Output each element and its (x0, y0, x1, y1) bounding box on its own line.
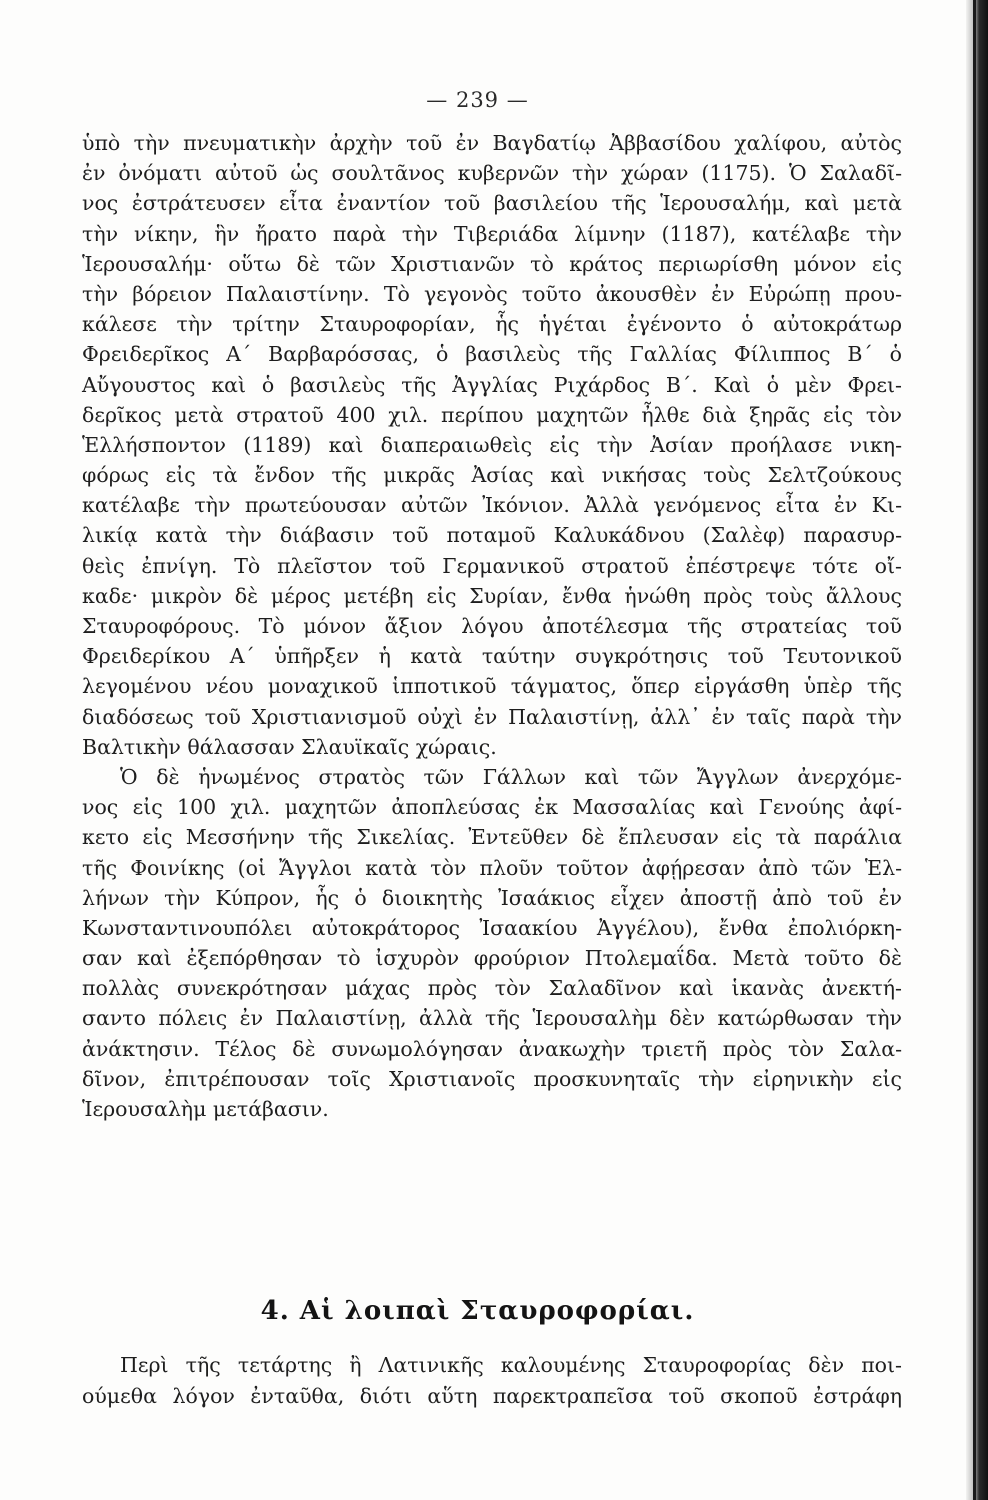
text-line: κάλεσε τὴν τρίτην Σταυροφορίαν, ἧς ἡγέται ἐγένοντο ὁ αὐτοκράτωρ (82, 312, 902, 337)
text-line: Ἱερουσαλὴμ μετάβασιν. (82, 1097, 329, 1121)
text-line: νος εἰς 100 χιλ. μαχητῶν ἀποπλεύσας ἐκ Μασσαλίας καὶ Γενούης ἀφί- (82, 795, 902, 820)
section-text (82, 1350, 902, 1412)
text-line: καδε· μικρὸν δὲ μέρος μετέβη εἰς Συρίαν, ἔνθα ἡνώθη πρὸς τοὺς ἄλλους (82, 583, 902, 608)
text-line: ἀνάκτησιν. Τέλος δὲ συνωμολόγησαν ἀνακωχὴν τριετῆ πρὸς τὸν Σαλα- (82, 1036, 902, 1061)
text-line: Αὔγουστος καὶ ὁ βασιλεὺς τῆς Ἀγγλίας Ριχάρδος Β΄. Καὶ ὁ μὲν Φρει- (82, 372, 902, 397)
text-line: πολλὰς συνεκρότησαν μάχας πρὸς τὸν Σαλαδῖνον καὶ ἱκανὰς ἀνεκτή- (82, 976, 902, 1001)
text-line: Ἑλλήσποντον (1189) καὶ διαπεραιωθεὶς εἰς τὴν Ἀσίαν προήλασε νικη- (82, 432, 902, 457)
page-number: — 239 — (426, 88, 529, 112)
text-line: λεγομένου νέου μοναχικοῦ ἱπποτικοῦ τάγματος, ὅπερ εἰργάσθη ὑπὲρ τῆς (82, 674, 902, 699)
text-line: τὴν νίκην, ἣν ἤρατο παρὰ τὴν Τιβεριάδα λίμνην (1187), κατέλαβε τὴν (82, 221, 902, 246)
text-line: νος ἐστράτευσεν εἶτα ἐναντίον τοῦ βασιλείου τῆς Ἱερουσαλήμ, καὶ μετὰ (82, 191, 902, 216)
page-edge-shadow (966, 0, 988, 1500)
text-line: τῆς Φοινίκης (οἱ Ἄγγλοι κατὰ τὸν πλοῦν τοῦτον ἀφῄρεσαν ἀπὸ τῶν Ἑλ- (82, 855, 902, 880)
text-line: Κωνσταντινουπόλει αὐτοκράτορος Ἰσαακίου Ἀγγέλου), ἔνθα ἐπολιόρκη- (82, 915, 902, 940)
text-line: κετο εἰς Μεσσήνην τῆς Σικελίας. Ἐντεῦθεν δὲ ἔπλευσαν εἰς τὰ παράλια (82, 825, 902, 850)
paragraph-1 (82, 128, 902, 762)
text-line: Ἱερουσαλήμ· οὕτω δὲ τῶν Χριστιανῶν τὸ κράτος περιωρίσθη μόνον εἰς (82, 251, 902, 276)
page-edge-line (973, 0, 976, 1500)
text-line: λικίᾳ κατὰ τὴν διάβασιν τοῦ ποταμοῦ Καλυκάδνου (Σαλὲφ) παρασυρ- (82, 523, 902, 548)
text-line: ούμεθα λόγον ἐνταῦθα, διότι αὕτη παρεκτραπεῖσα τοῦ σκοποῦ ἐστράφη (82, 1384, 902, 1408)
text-line: Περὶ τῆς τετάρτης ἢ Λατινικῆς καλουμένης Σταυροφορίας δὲν ποι- (120, 1353, 902, 1377)
text-line: Φρειδερῖκος Α΄ Βαρβαρόσσας, ὁ βασιλεὺς τῆς Γαλλίας Φίλιππος Β΄ ὁ (82, 342, 902, 367)
text-line: λήνων τὴν Κύπρον, ἧς ὁ διοικητὴς Ἰσαάκιος εἶχεν ἀποστῇ ἀπὸ τοῦ ἐν (82, 885, 902, 910)
text-line: τὴν βόρειον Παλαιστίνην. Τὸ γεγονὸς τοῦτο ἀκουσθὲν ἐν Εὐρώπῃ πρου- (82, 281, 902, 306)
text-line: Βαλτικὴν θάλασσαν Σλαυϊκαῖς χώραις. (82, 734, 497, 759)
text-line: ἐν ὀνόματι αὐτοῦ ὡς σουλτᾶνος κυβερνῶν τὴν χώραν (1175). Ὁ Σαλαδῖ- (82, 161, 902, 186)
text-line: φόρως εἰς τὰ ἔνδον τῆς μικρᾶς Ἀσίας καὶ νικήσας τοὺς Σελτζούκους (82, 463, 902, 488)
text-line: Ὁ δὲ ἡνωμένος στρατὸς τῶν Γάλλων καὶ τῶν Ἄγγλων ἀνερχόμε- (120, 764, 902, 789)
text-line: σαν καὶ ἐξεπόρθησαν τὸ ἰσχυρὸν φρούριον Πτολεμαΐδα. Μετὰ τοῦτο δὲ (82, 946, 902, 971)
text-line: δῖνον, ἐπιτρέπουσαν τοῖς Χριστιανοῖς προσκυνηταῖς τὴν εἰρηνικὴν εἰς (82, 1066, 902, 1091)
text-line: Φρειδερίκου Α΄ ὑπῆρξεν ἡ κατὰ ταύτην συγκρότησις τοῦ Τευτονικοῦ (82, 644, 902, 669)
section-heading: 4. Αἱ λοιπαὶ Σταυροφορίαι. (260, 1296, 695, 1326)
text-line: σαντο πόλεις ἐν Παλαιστίνῃ, ἀλλὰ τῆς Ἱερουσαλὴμ δὲν κατώρθωσαν τὴν (82, 1006, 902, 1031)
text-line: ὑπὸ τὴν πνευματικὴν ἀρχὴν τοῦ ἐν Βαγδατίῳ Ἀββασίδου χαλίφου, αὐτὸς (82, 131, 902, 155)
text-line: διαδόσεως τοῦ Χριστιανισμοῦ οὐχὶ ἐν Παλαιστίνῃ, ἀλλ᾽ ἐν ταῖς παρὰ τὴν (82, 704, 902, 729)
paragraph-2 (82, 762, 902, 1124)
text-line: κατέλαβε τὴν πρωτεύουσαν αὐτῶν Ἰκόνιον. Ἀλλὰ γενόμενος εἶτα ἐν Κι- (82, 493, 902, 518)
main-text (82, 128, 902, 1124)
text-line: δερῖκος μετὰ στρατοῦ 400 χιλ. περίπου μαχητῶν ἦλθε διὰ ξηρᾶς εἰς τὸν (82, 402, 902, 427)
text-line: θεὶς ἐπνίγη. Τὸ πλεῖστον τοῦ Γερμανικοῦ στρατοῦ ἐπέστρεψε τότε οἴ- (82, 553, 902, 578)
text-line: Σταυροφόρους. Τὸ μόνον ἄξιον λόγου ἀποτέλεσμα τῆς στρατείας τοῦ (82, 614, 902, 638)
